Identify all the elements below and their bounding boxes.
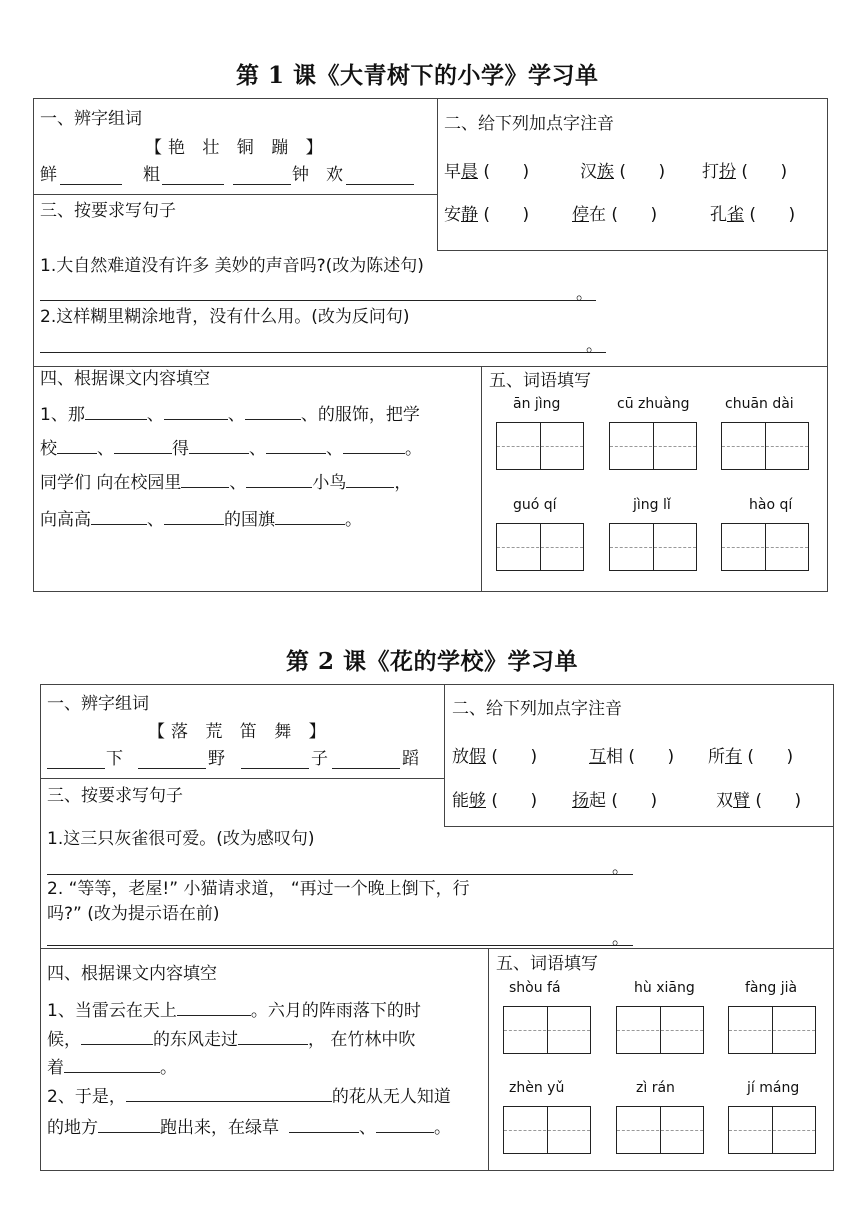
l1-s1-blank1[interactable] bbox=[60, 184, 122, 185]
l1-s1-word1: 鲜 bbox=[40, 165, 57, 185]
l1-s2-item3: 打扮 ( ) bbox=[702, 162, 788, 182]
l1-s1-blank2[interactable] bbox=[162, 184, 224, 185]
l2-s3-q1: 1.这三只灰雀很可爱。(改为感叹句) bbox=[47, 829, 315, 849]
l1-s5-box4[interactable] bbox=[496, 523, 584, 571]
l2-s5-box1[interactable] bbox=[503, 1006, 591, 1054]
l1-s2-item5: 停在 ( ) bbox=[572, 205, 658, 225]
l1-s4-line4: 向高高 、 的国旗 。 bbox=[40, 510, 362, 530]
l2-s3-end2: 。 bbox=[612, 929, 629, 949]
l1-s5-pinyin5: jìng lǐ bbox=[633, 497, 671, 513]
l1-s3-q1: 1.大自然难道没有许多 美妙的声音吗?(改为陈述句) bbox=[40, 256, 424, 276]
l2-s3-heading: 三、按要求写句子 bbox=[47, 786, 183, 806]
l2-s3-end1: 。 bbox=[612, 858, 629, 878]
l1-s1-chars: 【艳 壮 铜 蹦 】 bbox=[145, 138, 329, 158]
l1-s5-pinyin1: ān jìng bbox=[513, 396, 561, 412]
l2-s5-box4[interactable] bbox=[503, 1106, 591, 1154]
l2-s1-blank3[interactable] bbox=[241, 768, 309, 769]
l2-s5-pinyin3: fàng jià bbox=[745, 980, 798, 996]
l2-s2-item1: 放假 ( ) bbox=[452, 747, 538, 767]
l1-s5-box6[interactable] bbox=[721, 523, 809, 571]
lesson2-title: 第 2 课《花的学校》学习单 bbox=[286, 648, 579, 675]
l1-s4-line3: 同学们 向在校园里 、 小鸟 ， bbox=[40, 473, 412, 493]
l2-s4-line5: 的地方 跑出来，在绿草 、 。 bbox=[47, 1118, 451, 1138]
l1-s1-word3: 钟 bbox=[292, 165, 309, 185]
l1-s3-answer2[interactable] bbox=[40, 352, 606, 353]
l1-s4-line1: 1、那 、 、 、的服饰，把学 bbox=[40, 405, 420, 425]
l1-s2-heading: 二、给下列加点字注音 bbox=[444, 114, 614, 134]
l2-s3-q2-line1: 2. “等等，老屋!” 小猫请求道， “再过一个晚上倒下，行 bbox=[47, 879, 470, 899]
l1-s5-pinyin3: chuān dài bbox=[725, 396, 794, 412]
l2-s2-item3: 所有 ( ) bbox=[708, 747, 794, 767]
l1-s3-answer1[interactable] bbox=[40, 300, 596, 301]
l2-s5-pinyin6: jí máng bbox=[747, 1080, 800, 1096]
l2-s5-box2[interactable] bbox=[616, 1006, 704, 1054]
l1-s4-line2: 校 、 得 、 、 。 bbox=[40, 439, 422, 459]
l1-s3-q2: 2.这样糊里糊涂地背，没有什么用。(改为反问句) bbox=[40, 307, 410, 327]
l2-s1-blank4[interactable] bbox=[332, 768, 400, 769]
l2-s1-blank2[interactable] bbox=[138, 768, 206, 769]
l2-s4-heading: 四、根据课文内容填空 bbox=[47, 964, 217, 984]
l1-s3-heading: 三、按要求写句子 bbox=[40, 201, 176, 221]
l1-s4-heading: 四、根据课文内容填空 bbox=[40, 369, 210, 389]
l1-s2-item2: 汉族 ( ) bbox=[580, 162, 666, 182]
l2-s4-line1: 1、当雷云在天上 。六月的阵雨落下的时 bbox=[47, 1001, 421, 1021]
l2-s3-q2-line2: 吗?” (改为提示语在前) bbox=[47, 904, 220, 924]
l1-s5-heading: 五、词语填写 bbox=[489, 371, 591, 391]
lesson1-title: 第 1 课《大青树下的小学》学习单 bbox=[236, 62, 599, 89]
l1-s5-pinyin4: guó qí bbox=[513, 497, 557, 513]
l1-s5-pinyin6: hào qí bbox=[749, 497, 793, 513]
l2-s5-heading: 五、词语填写 bbox=[496, 954, 598, 974]
l2-s5-box3[interactable] bbox=[728, 1006, 816, 1054]
l2-s3-answer1[interactable] bbox=[47, 874, 633, 875]
l2-s2-heading: 二、给下列加点字注音 bbox=[452, 699, 622, 719]
l2-s5-pinyin1: shòu fá bbox=[509, 980, 561, 996]
l1-s3-end2: 。 bbox=[586, 336, 603, 356]
l2-s1-word1: 下 bbox=[106, 749, 123, 769]
l2-s1-heading: 一、辨字组词 bbox=[47, 694, 149, 714]
l2-s4-line3: 着 。 bbox=[47, 1058, 177, 1078]
l2-s2-item2: 互相 ( ) bbox=[589, 747, 675, 767]
l2-s2-item5: 扬起 ( ) bbox=[572, 791, 658, 811]
l2-s1-word3: 子 bbox=[311, 749, 328, 769]
l2-s2-item4: 能够 ( ) bbox=[452, 791, 538, 811]
l2-s1-word4: 蹈 bbox=[402, 749, 419, 769]
l2-s5-pinyin4: zhèn yǔ bbox=[509, 1080, 565, 1096]
l1-s3-end1: 。 bbox=[576, 284, 593, 304]
l2-s5-box6[interactable] bbox=[728, 1106, 816, 1154]
l2-s4-line4: 2、于是， 的花从无人知道 bbox=[47, 1087, 451, 1107]
l2-s5-pinyin5: zì rán bbox=[636, 1080, 675, 1096]
l2-s5-box5[interactable] bbox=[616, 1106, 704, 1154]
l1-s2-item4: 安静 ( ) bbox=[444, 205, 530, 225]
l1-s1-word2: 粗 bbox=[143, 165, 160, 185]
l1-s5-box5[interactable] bbox=[609, 523, 697, 571]
l2-s1-chars: 【落 荒 笛 舞 】 bbox=[148, 722, 332, 742]
l1-s2-item6: 孔雀 ( ) bbox=[710, 205, 796, 225]
l2-s3-answer2[interactable] bbox=[47, 945, 633, 946]
l1-s2-item1: 早晨 ( ) bbox=[444, 162, 530, 182]
l2-s1-word2: 野 bbox=[208, 749, 225, 769]
l1-s1-blank3[interactable] bbox=[233, 184, 291, 185]
l2-s1-blank1[interactable] bbox=[47, 768, 105, 769]
l2-s4-line2: 候， 的东风走过 ， 在竹林中吹 bbox=[47, 1030, 416, 1050]
l1-s5-box1[interactable] bbox=[496, 422, 584, 470]
l1-s1-word4: 欢 bbox=[326, 165, 343, 185]
l1-s5-pinyin2: cū zhuàng bbox=[617, 396, 690, 412]
l1-s5-box2[interactable] bbox=[609, 422, 697, 470]
l1-s1-blank4[interactable] bbox=[346, 184, 414, 185]
l1-s5-box3[interactable] bbox=[721, 422, 809, 470]
l1-s1-heading: 一、辨字组词 bbox=[40, 109, 142, 129]
l2-s5-pinyin2: hù xiāng bbox=[634, 980, 695, 996]
l2-s2-item6: 双臂 ( ) bbox=[716, 791, 802, 811]
